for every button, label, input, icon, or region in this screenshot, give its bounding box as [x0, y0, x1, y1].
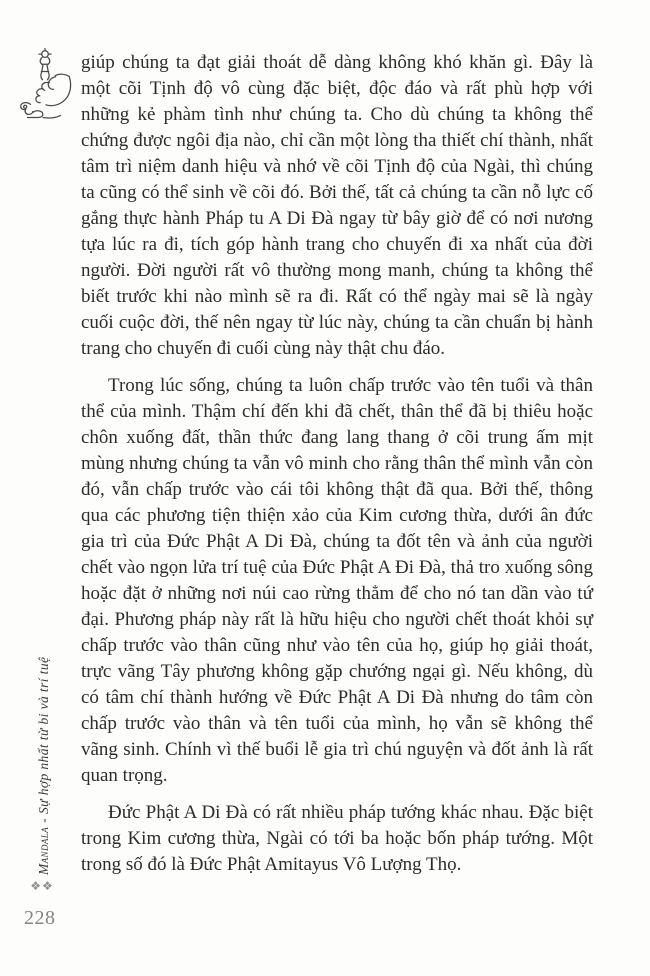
spine-title [36, 657, 58, 875]
hand-holding-vajra-icon [16, 46, 74, 124]
series-label: Mandala [36, 826, 51, 875]
page-number: 228 [24, 907, 56, 929]
book-title: Sự hợp nhất từ bi và trí tuệ [36, 656, 51, 814]
body-text [81, 50, 593, 878]
body-paragraph: Đức Phật A Di Đà có rất nhiều pháp tướng khác nhau. Đặc biệt trong Kim cương thừa, Ngài có tới ba hoặc bốn pháp tướng. Một trong số đó là Đức Phật Amitayus Vô Lượng Thọ. [81, 802, 593, 875]
body-paragraph: Trong lúc sống, chúng ta luôn chấp trước vào tên tuổi và thân thể của mình. Thậm chí đến khi đã chết, thân thể đã bị thiêu hoặc chôn xuống đất, thần thức đang lang thang ở cõi trung ấm mịt mùng nhưng chúng ta vẫn vô minh cho rằng thân thể mình vẫn còn đó, vẫn chấp trước vào cái tôi không thật đã qua. Bởi thế, thông qua các phương tiện thiện xảo của Kim cương thừa, dưới ân đức gia trì của Đức Phật A Di Đà, chúng ta đốt tên và ảnh của người chết vào ngọn lửa trí tuệ của Đức Phật A Đi Đà, thả tro xuống sông hoặc đặt ở những nơi núi cao rừng thẳm để cho nó tan dần vào tứ đại. Phương pháp này rất là hữu hiệu cho người chết thoát khỏi sự chấp trước vào thân cũng như vào tên của họ, giúp họ giải thoát, trực vãng Tây phương không gặp chướng ngại gì. Nếu không, dù có tâm chí thành hướng về Đức Phật A Di Đà nhưng do tâm còn chấp trước vào thân và tên tuổi của mình, họ vẫn sẽ không thể vãng sinh. Chính vì thế buổi lễ gia trì chú nguyện và đốt ảnh là rất quan trọng. [81, 375, 593, 786]
body-paragraph: giúp chúng ta đạt giải thoát dễ dàng không khó khăn gì. Đây là một cõi Tịnh độ vô cùng đặc biệt, độc đáo và rất phù hợp với những kẻ phàm tình như chúng ta. Cho dù chúng ta không thể chứng được ngôi địa nào, chỉ cần một lòng tha thiết chí thành, nhất tâm trì niệm danh hiệu và nhớ về cõi Tịnh độ của Ngài, thì chúng ta cũng có thể sinh về cõi đó. Bởi thế, tất cả chúng ta cần nỗ lực cố gắng thực hành Pháp tu A Di Đà ngay từ bây giờ để có nơi nương tựa lúc ra đi, tích góp hành trang cho chuyến đi xa nhất của đời người. Đời người rất vô thường mong manh, chúng ta không thể biết trước khi nào mình sẽ ra đi. Rất có thể ngày mai sẽ là ngày cuối cuộc đời, thế nên ngay từ lúc này, chúng ta cần chuẩn bị hành trang cho chuyến đi cuối cùng này thật chu đáo. [81, 52, 593, 359]
double-diamond-ornament-icon: ❖❖ [30, 879, 54, 893]
spine-separator: - [36, 818, 51, 823]
